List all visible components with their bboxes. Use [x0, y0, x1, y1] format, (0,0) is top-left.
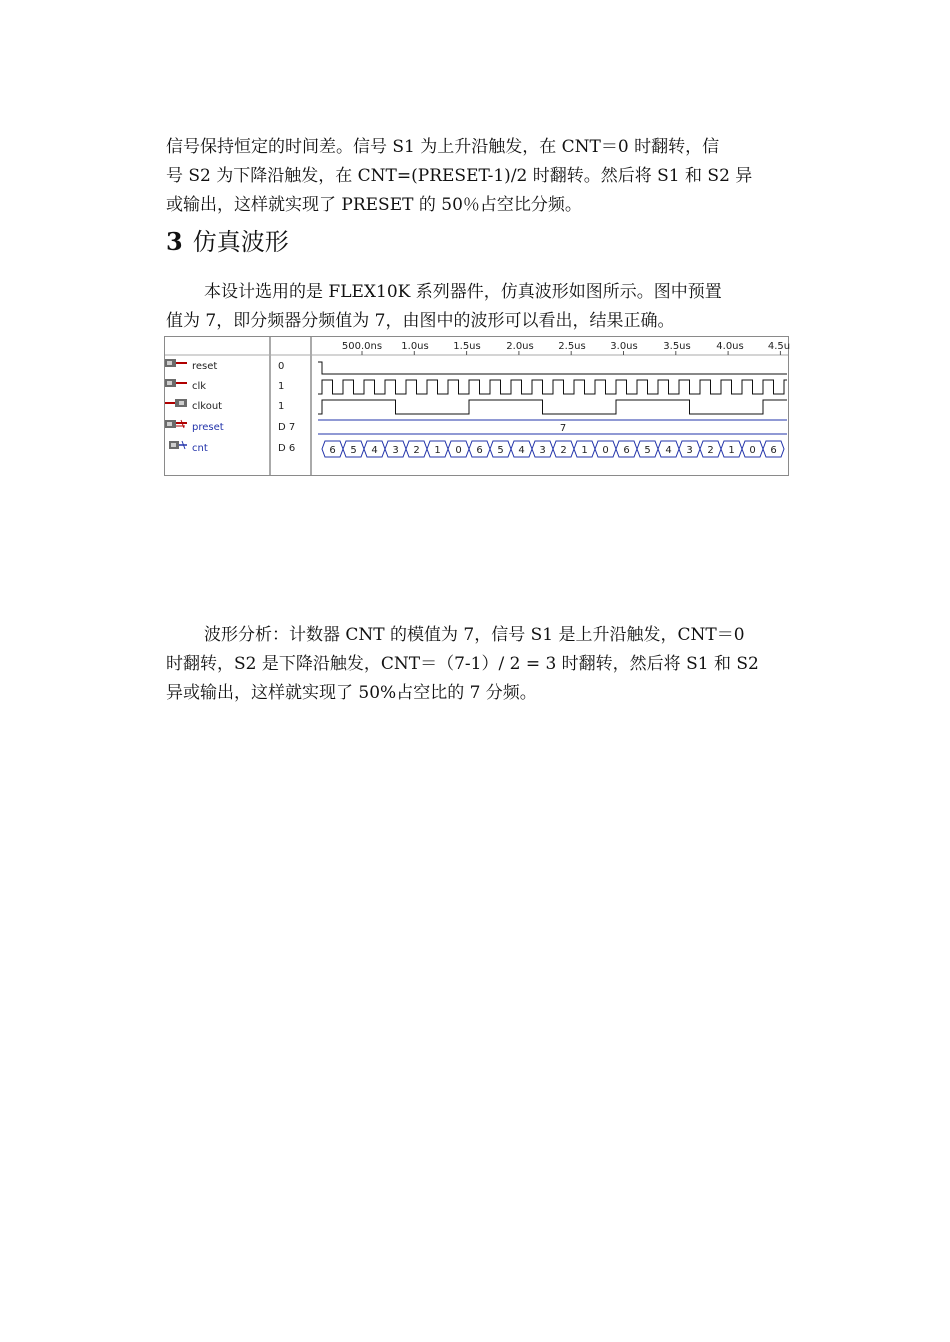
signal-value: D 7	[278, 422, 296, 433]
text-line: 时翻转，S2 是下降沿触发，CNT＝（7-1）/ 2 = 3 时翻转，然后将 S1 和 S2	[166, 654, 759, 674]
time-label: 500.0ns	[341, 341, 383, 352]
reset-trace	[318, 362, 787, 374]
input-pin-icon	[165, 378, 187, 388]
signal-name: clkout	[192, 401, 223, 412]
time-label: 3.0us	[610, 341, 638, 352]
cnt-bus-value: 5	[497, 445, 504, 456]
cnt-bus-value: 6	[770, 445, 777, 456]
section-heading	[166, 226, 289, 258]
clk-trace	[318, 380, 787, 394]
preset-bus-value: 7	[559, 423, 567, 434]
time-label: 4.5u	[767, 341, 791, 352]
time-label: 2.5us	[558, 341, 586, 352]
input-pin-icon	[165, 358, 187, 368]
cnt-bus-value: 6	[623, 445, 630, 456]
text-line: 号 S2 为下降沿触发，在 CNT=(PRESET-1)/2 时翻转。然后将 S1 和 S2 异	[166, 166, 753, 186]
cnt-bus-value: 4	[371, 445, 378, 456]
section-number: 3	[166, 227, 183, 256]
cnt-bus-value: 3	[686, 445, 693, 456]
text-line: 或输出，这样就实现了 PRESET 的 50％占空比分频。	[166, 195, 582, 215]
cnt-bus-value: 3	[539, 445, 546, 456]
text-line: 信号保持恒定的时间差。信号 S1 为上升沿触发，在 CNT＝0 时翻转，信	[166, 137, 720, 157]
cnt-bus-value: 2	[560, 445, 567, 456]
signal-name: reset	[192, 361, 218, 372]
cnt-bus-value: 0	[455, 445, 462, 456]
signal-value: 0	[278, 361, 285, 372]
signal-value: 1	[278, 401, 285, 412]
signal-name: cnt	[192, 443, 208, 454]
signal-row-preset[interactable]	[165, 419, 310, 439]
signal-row-reset[interactable]	[165, 358, 310, 378]
cnt-bus-value: 1	[581, 445, 588, 456]
text-line: 值为 7，即分频器分频值为 7，由图中的波形可以看出，结果正确。	[166, 311, 675, 331]
cnt-bus-value: 1	[434, 445, 441, 456]
input-bus-icon	[165, 419, 187, 429]
time-label: 4.0us	[716, 341, 744, 352]
time-label: 2.0us	[506, 341, 534, 352]
paragraph-waveform-analysis	[166, 621, 786, 708]
cnt-bus-value: 3	[392, 445, 399, 456]
buried-node-icon	[165, 440, 187, 450]
cnt-bus-value: 2	[707, 445, 714, 456]
signal-name: preset	[192, 422, 224, 433]
cnt-bus-value: 5	[644, 445, 651, 456]
text-line: 波形分析：计数器 CNT 的模值为 7，信号 S1 是上升沿触发，CNT＝0	[204, 625, 745, 645]
signal-value: D 6	[278, 443, 296, 454]
signal-row-cnt[interactable]	[165, 440, 310, 460]
paragraph-duty-cycle	[166, 133, 786, 220]
cnt-bus-value: 6	[476, 445, 483, 456]
time-label: 1.5us	[453, 341, 481, 352]
cnt-bus-value: 0	[602, 445, 609, 456]
cnt-bus-value: 1	[728, 445, 735, 456]
cnt-bus-value: 2	[413, 445, 420, 456]
cnt-bus-value: 4	[518, 445, 525, 456]
text-line: 异或输出，这样就实现了 50%占空比的 7 分频。	[166, 683, 537, 703]
text-line: 本设计选用的是 FLEX10K 系列器件，仿真波形如图所示。图中预置	[204, 282, 722, 302]
signal-value: 1	[278, 381, 285, 392]
cnt-bus-value: 6	[329, 445, 336, 456]
time-label: 1.0us	[401, 341, 429, 352]
cnt-bus-value: 4	[665, 445, 672, 456]
signal-name: clk	[192, 381, 207, 392]
cnt-bus-value: 0	[749, 445, 756, 456]
paragraph-simulation-intro	[166, 278, 786, 336]
signal-row-clkout[interactable]	[165, 398, 310, 418]
clkout-trace	[318, 400, 787, 414]
time-label: 3.5us	[663, 341, 691, 352]
output-pin-icon	[165, 398, 187, 408]
cnt-bus-value: 5	[350, 445, 357, 456]
signal-row-clk[interactable]	[165, 378, 310, 398]
section-title: 仿真波形	[192, 228, 289, 256]
waveform-viewer	[164, 336, 789, 476]
